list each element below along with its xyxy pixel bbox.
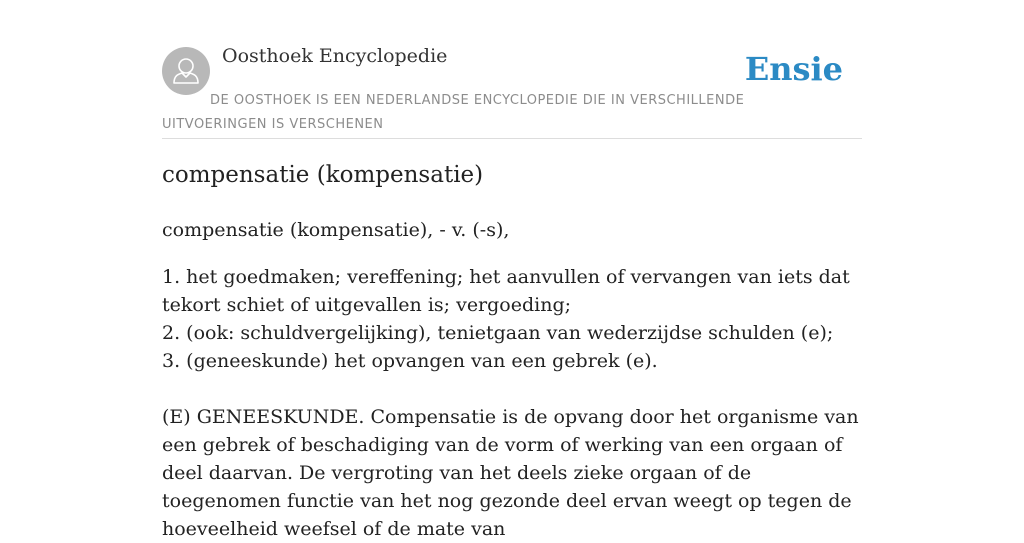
article-intro: compensatie (kompensatie), - v. (-s), bbox=[162, 219, 510, 241]
user-icon bbox=[162, 47, 210, 95]
avatar[interactable] bbox=[162, 47, 210, 95]
brand-logo[interactable]: Ensie bbox=[744, 50, 843, 88]
divider bbox=[162, 138, 862, 139]
definition-item: 2. (ook: schuldvergelijking), tenietgaan van wederzijdse schulden (e); bbox=[162, 322, 834, 344]
definition-item: 3. (geneeskunde) het opvangen van een gebrek (e). bbox=[162, 350, 658, 372]
source-name[interactable]: Oosthoek Encyclopedie bbox=[222, 45, 448, 67]
definition-item: 1. het goedmaken; vereffening; het aanvullen of vervangen van iets dat tekort schiet of uitgevallen is; vergoeding; bbox=[162, 266, 850, 316]
article-title: compensatie (kompensatie) bbox=[162, 162, 484, 188]
paragraph-gap bbox=[162, 375, 862, 403]
source-description: DE OOSTHOEK IS EEN NEDERLANDSE ENCYCLOPEDIE DIE IN VERSCHILLENDE UITVOERINGEN IS VERSCHENEN bbox=[162, 93, 745, 132]
article-body bbox=[162, 216, 862, 543]
article-section-text: (E) GENEESKUNDE. Compensatie is de opvang door het organisme van een gebrek of beschadiging van de vorm of werking van een orgaan of deel daarvan. De vergroting van het deels zieke orgaan of de toegenomen functie van het nog gezonde deel ervan weegt op tegen de hoeveelheid weefsel of de mate van bbox=[162, 406, 859, 540]
